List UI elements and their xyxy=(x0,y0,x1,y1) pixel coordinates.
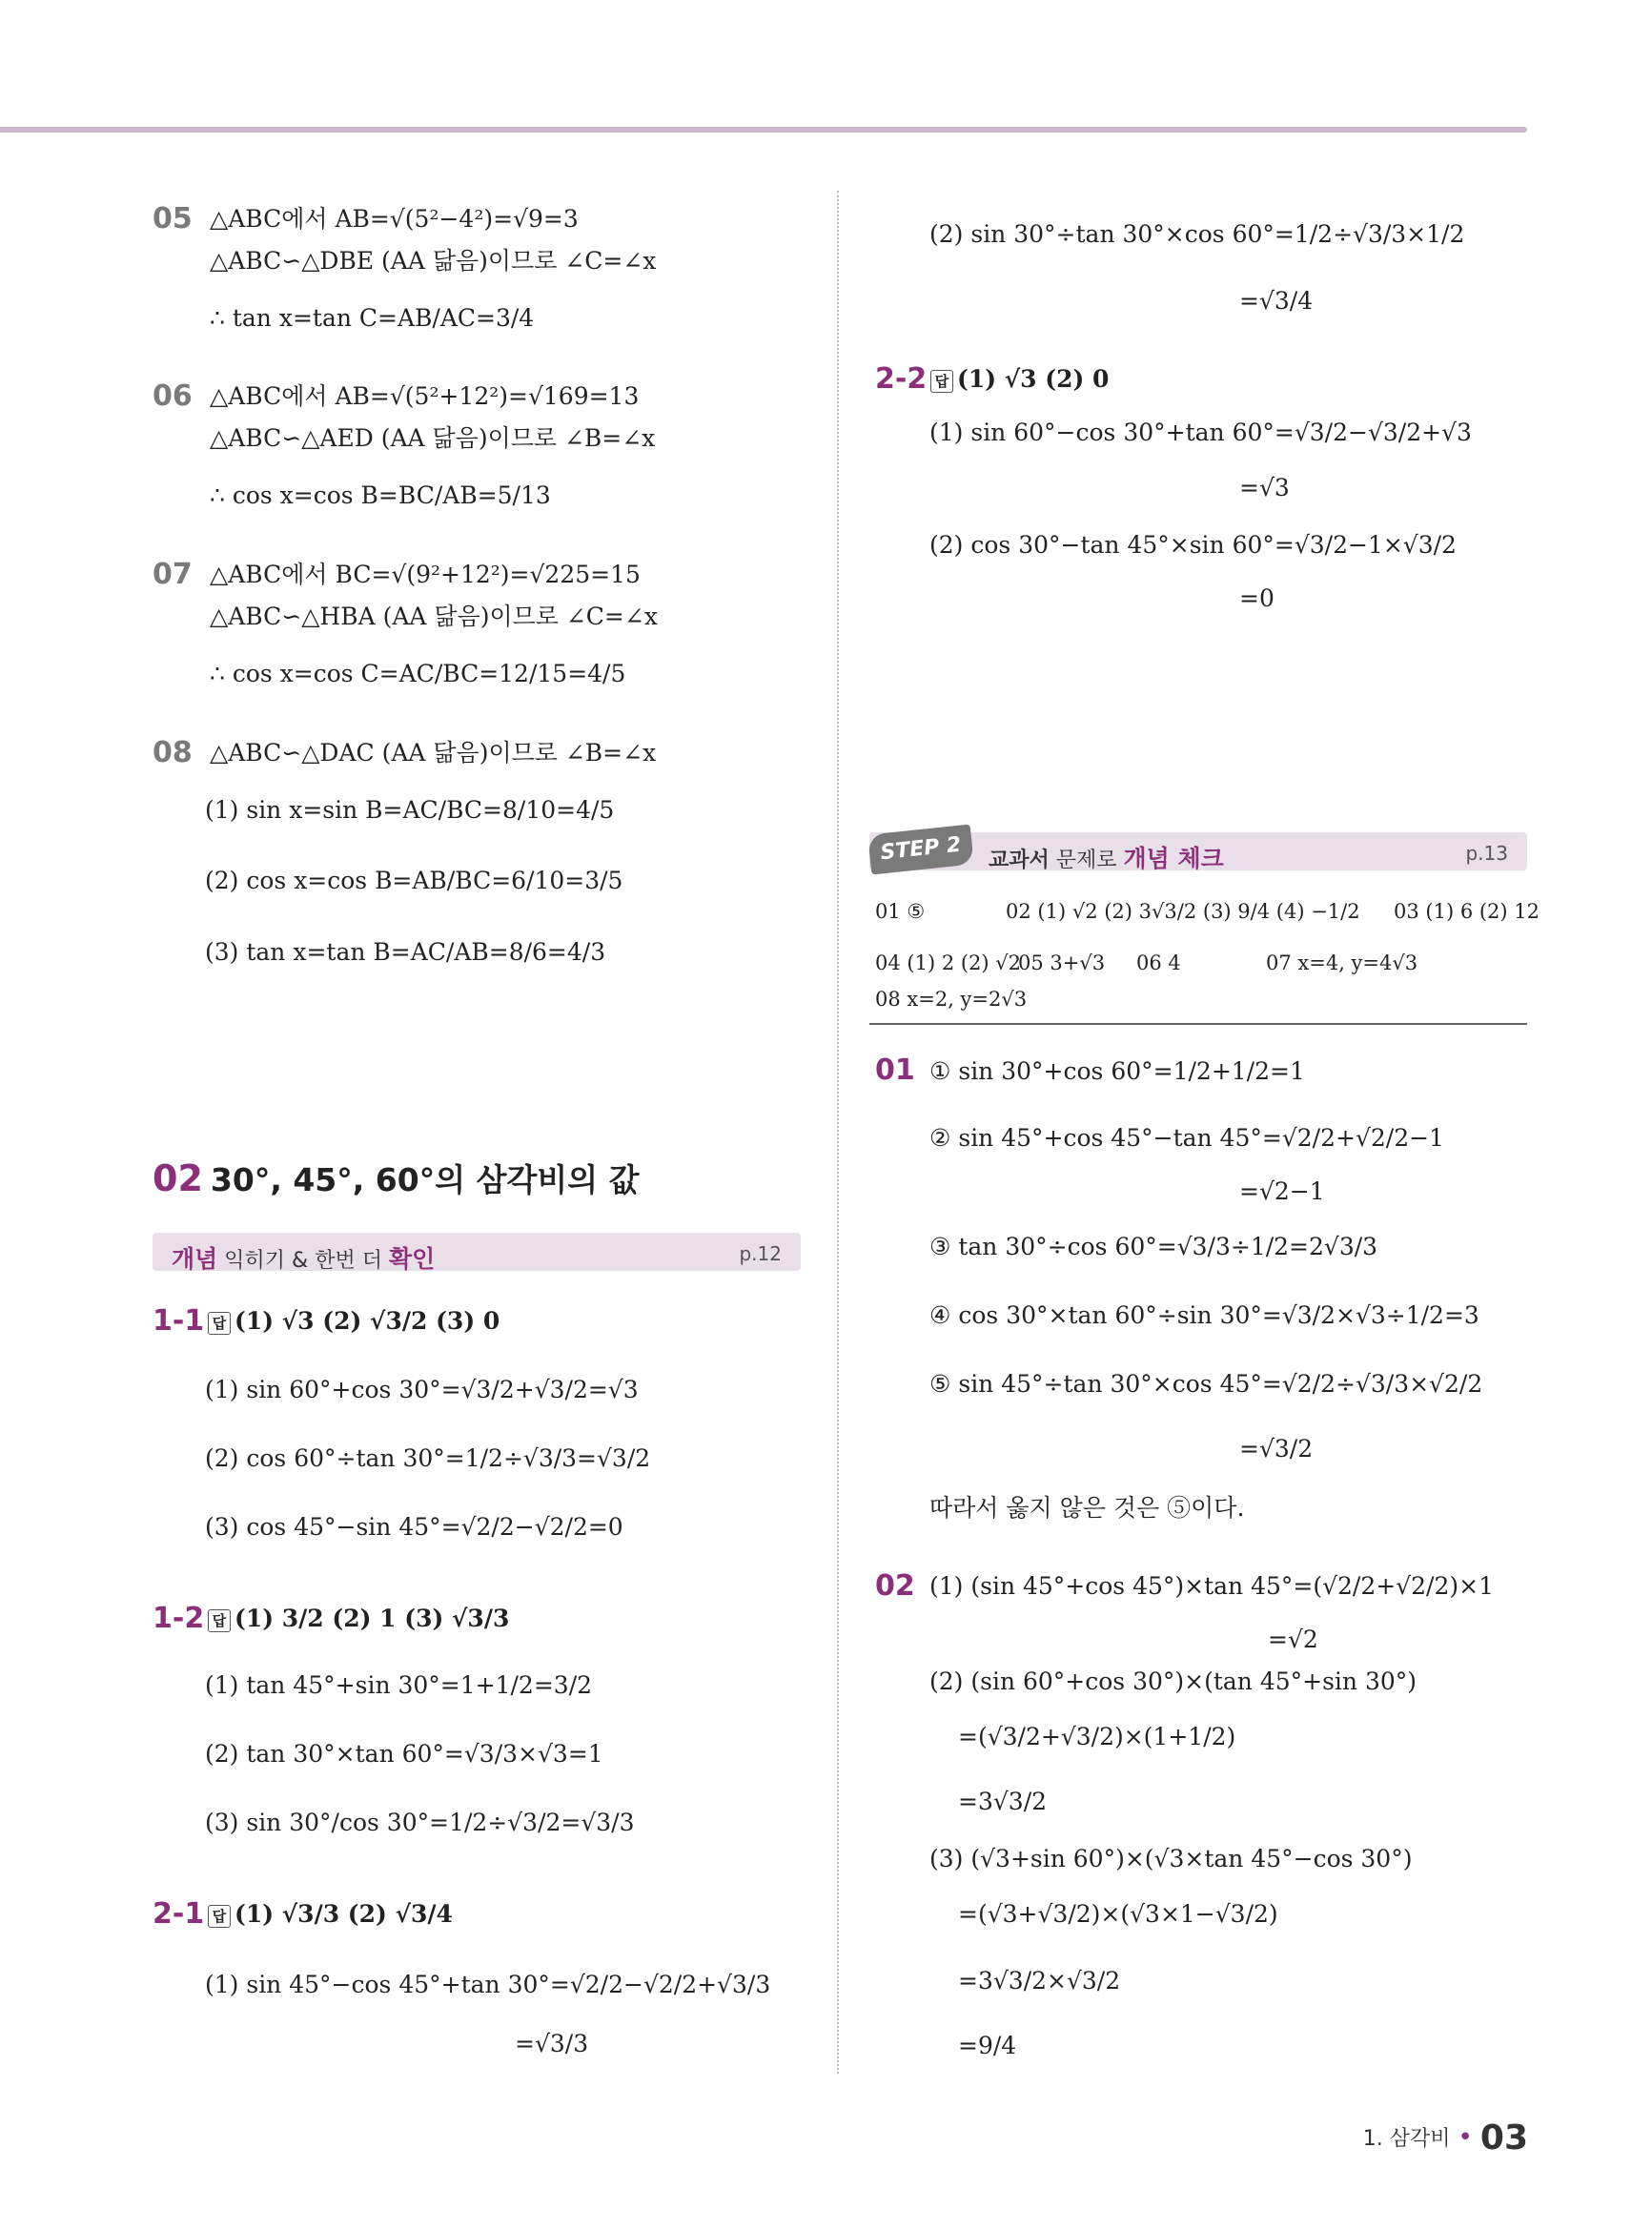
answer-key-item: 01 ⑤ xyxy=(875,900,926,923)
solution-line: =√3/4 xyxy=(1239,287,1314,315)
section-title-text: 30°, 45°, 60°의 삼각비의 값 xyxy=(210,1161,640,1198)
column-divider xyxy=(837,191,839,2074)
bullet-icon: • xyxy=(1458,2123,1473,2152)
solution-line: (3) cos 45°−sin 45°=√2/2−√2/2=0 xyxy=(205,1513,623,1541)
answer-key-item: 03 (1) 6 (2) 12 xyxy=(1394,900,1540,923)
section-number: 02 xyxy=(153,1157,203,1199)
solution-line: (1) sin 60°−cos 30°+tan 60°=√3/2−√3/2+√3 xyxy=(929,419,1472,446)
answer-key-item: 04 (1) 2 (2) √2 xyxy=(875,951,1022,974)
band-text-bold: 교과서 xyxy=(989,849,1050,872)
solution-line: ⑤ sin 45°÷tan 30°×cos 45°=√2/2÷√3/3×√2/2 xyxy=(929,1370,1483,1398)
solution-line: ∴ cos x=cos B=BC/AB=5/13 xyxy=(210,481,551,509)
solution-line: △ABC에서 BC=√(9²+12²)=√225=15 xyxy=(210,561,641,588)
answer-mark-icon: 답 xyxy=(208,1609,231,1632)
solution-line: =3√3/2×√3/2 xyxy=(958,1967,1121,1995)
solution-line: (2) cos x=cos B=AB/BC=6/10=3/5 xyxy=(205,867,623,894)
answer-line: 답 (1) √3 (2) √3/2 (3) 0 xyxy=(208,1306,500,1337)
top-rule xyxy=(0,127,1527,133)
solution-line: (2) tan 30°×tan 60°=√3/3×√3=1 xyxy=(205,1740,603,1768)
solution-line: (1) tan 45°+sin 30°=1+1/2=3/2 xyxy=(205,1671,593,1699)
solution-line: △ABC∽△DBE (AA 닮음)이므로 ∠C=∠x xyxy=(210,247,657,275)
answer-key-item: 02 (1) √2 (2) 3√3/2 (3) 9/4 (4) −1/2 xyxy=(1006,900,1360,923)
solution-line: (3) (√3+sin 60°)×(√3×tan 45°−cos 30°) xyxy=(929,1845,1413,1872)
answer-mark-icon: 답 xyxy=(208,1312,231,1335)
solution-line: =√2 xyxy=(1268,1626,1318,1653)
band-text: 익히기 & 한번 더 xyxy=(217,1249,389,1273)
solution-line: (2) cos 60°÷tan 30°=1/2÷√3/3=√3/2 xyxy=(205,1444,651,1472)
answer-key-item: 08 x=2, y=2√3 xyxy=(875,988,1028,1011)
band-highlight: 개념 체크 xyxy=(1123,845,1224,872)
page-number: 03 xyxy=(1479,2118,1528,2158)
problem-number: 05 xyxy=(153,202,193,235)
band-text: 문제로 xyxy=(1049,849,1124,872)
answer-key-item: 05 3+√3 xyxy=(1018,951,1106,974)
solution-line: =9/4 xyxy=(958,2032,1017,2059)
solution-line: =√2−1 xyxy=(1239,1177,1325,1205)
solution-line: (1) sin 60°+cos 30°=√3/2+√3/2=√3 xyxy=(205,1376,639,1403)
solution-line: △ABC에서 AB=√(5²+12²)=√169=13 xyxy=(210,382,640,410)
solution-line: ③ tan 30°÷cos 60°=√3/3÷1/2=2√3/3 xyxy=(929,1233,1378,1260)
solution-line: ∴ tan x=tan C=AB/AC=3/4 xyxy=(210,304,535,332)
solution-line: ② sin 45°+cos 45°−tan 45°=√2/2+√2/2−1 xyxy=(929,1124,1444,1152)
solution-line: △ABC에서 AB=√(5²−4²)=√9=3 xyxy=(210,205,579,233)
solution-line: (3) tan x=tan B=AC/AB=8/6=4/3 xyxy=(205,938,606,966)
answer-mark-icon: 답 xyxy=(930,370,953,393)
solution-line: (2) sin 30°÷tan 30°×cos 60°=1/2÷√3/3×1/2 xyxy=(929,220,1465,248)
solution-line: =√3/2 xyxy=(1239,1435,1314,1463)
solution-line: (2) (sin 60°+cos 30°)×(tan 45°+sin 30°) xyxy=(929,1667,1417,1695)
solution-line: (1) sin 45°−cos 45°+tan 30°=√2/2−√2/2+√3/3 xyxy=(205,1971,771,1998)
chapter-label: 1. 삼각비 xyxy=(1362,2127,1451,2151)
answer-line: 답 (1) 3/2 (2) 1 (3) √3/3 xyxy=(208,1604,509,1634)
solution-line: =(√3/2+√3/2)×(1+1/2) xyxy=(958,1723,1236,1750)
solution-line: =(√3+√3/2)×(√3×1−√3/2) xyxy=(958,1900,1278,1928)
answer-key-item: 07 x=4, y=4√3 xyxy=(1266,951,1418,974)
solution-line: ④ cos 30°×tan 60°÷sin 30°=√3/2×√3÷1/2=3 xyxy=(929,1301,1479,1329)
problem-number: 1-2 xyxy=(153,1602,205,1635)
problem-number: 1-1 xyxy=(153,1304,205,1338)
solution-line: =3√3/2 xyxy=(958,1788,1048,1815)
solution-line: △ABC∽△HBA (AA 닮음)이므로 ∠C=∠x xyxy=(210,603,658,630)
solution-line: 따라서 옳지 않은 것은 ⑤이다. xyxy=(929,1494,1245,1522)
band-page-ref: p.13 xyxy=(1465,842,1508,865)
problem-number: 08 xyxy=(153,736,193,769)
problem-number: 06 xyxy=(153,379,193,413)
solution-line: △ABC∽△DAC (AA 닮음)이므로 ∠B=∠x xyxy=(210,739,657,767)
band-highlight: 확인 xyxy=(388,1245,436,1273)
solution-line: (1) (sin 45°+cos 45°)×tan 45°=(√2/2+√2/2)×1 xyxy=(929,1572,1494,1600)
problem-number: 2-2 xyxy=(875,362,928,396)
problem-number: 07 xyxy=(153,558,193,591)
answer-key-item: 06 4 xyxy=(1136,951,1181,974)
step-badge: STEP 2 xyxy=(867,824,974,874)
page-footer xyxy=(1363,2118,1528,2158)
solution-line: ① sin 30°+cos 60°=1/2+1/2=1 xyxy=(929,1057,1305,1085)
band-highlight: 개념 xyxy=(172,1245,218,1273)
solution-line: ∴ cos x=cos C=AC/BC=12/15=4/5 xyxy=(210,660,626,687)
solution-line: △ABC∽△AED (AA 닮음)이므로 ∠B=∠x xyxy=(210,424,656,452)
problem-number: 01 xyxy=(875,1054,915,1087)
solution-line: (2) cos 30°−tan 45°×sin 60°=√3/2−1×√3/2 xyxy=(929,531,1457,559)
solution-line: (1) sin x=sin B=AC/BC=8/10=4/5 xyxy=(205,796,615,824)
band-page-ref: p.12 xyxy=(739,1242,782,1265)
answer-line: 답 (1) √3/3 (2) √3/4 xyxy=(208,1899,453,1930)
problem-number: 2-1 xyxy=(153,1897,205,1931)
section-title xyxy=(153,1156,639,1200)
solution-line: (3) sin 30°/cos 30°=1/2÷√3/2=√3/3 xyxy=(205,1809,635,1836)
solution-line: =√3 xyxy=(1239,474,1290,501)
solution-line: =0 xyxy=(1239,584,1275,612)
concept-band xyxy=(153,1233,801,1271)
answer-line: 답 (1) √3 (2) 0 xyxy=(930,364,1109,395)
divider-rule xyxy=(869,1023,1527,1025)
solution-line: =√3/3 xyxy=(515,2030,589,2057)
answer-mark-icon: 답 xyxy=(208,1905,231,1928)
problem-number: 02 xyxy=(875,1569,915,1603)
